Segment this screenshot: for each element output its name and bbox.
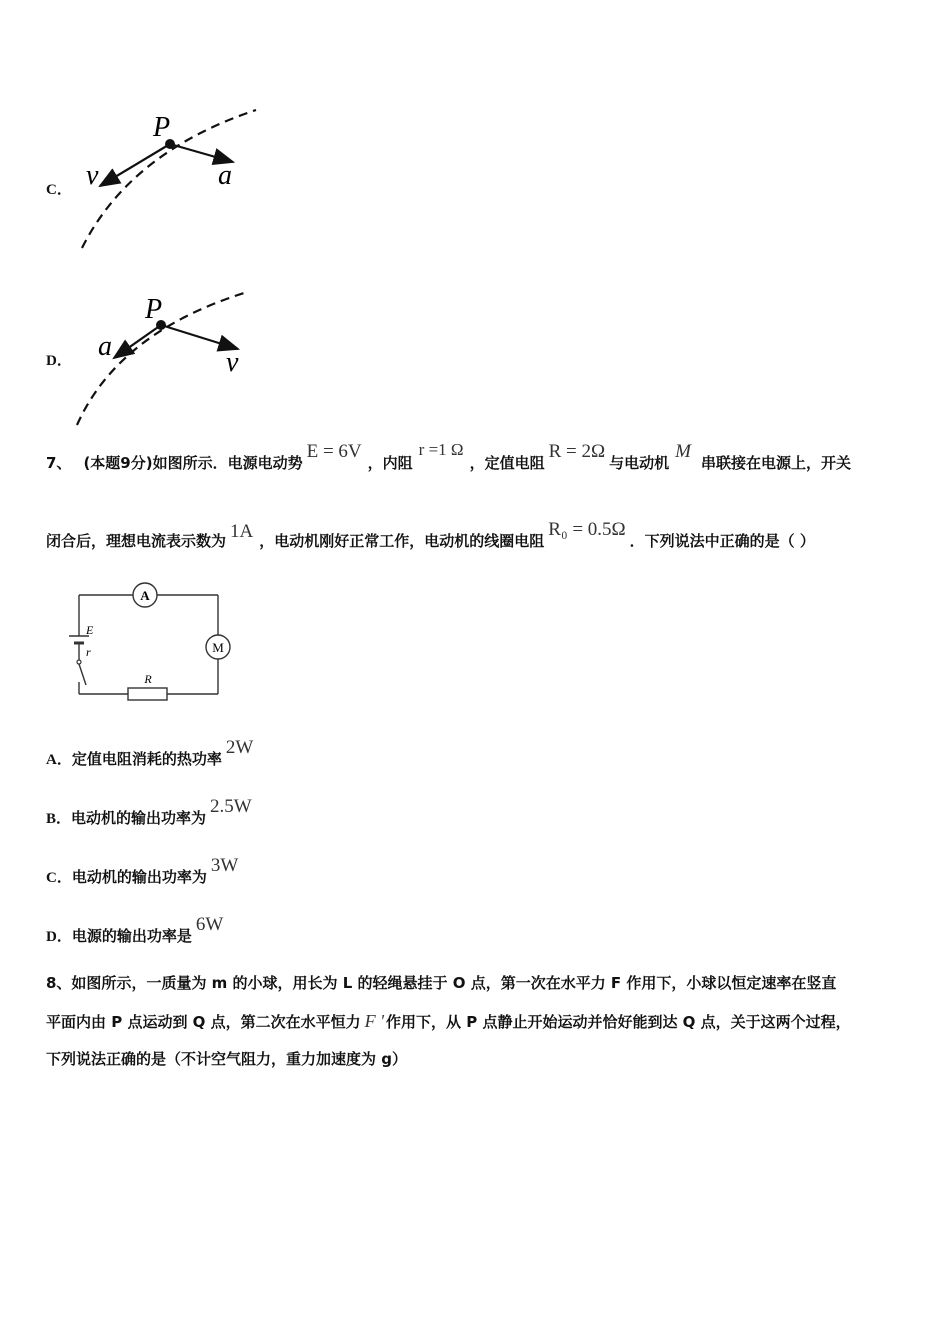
- label-v: v: [86, 160, 99, 191]
- q7-text: 与电动机: [609, 453, 670, 472]
- label-p: P: [153, 112, 171, 143]
- q7-text: ，电动机刚好正常工作，电动机的线圈电阻: [259, 531, 545, 550]
- q8-line3: 下列说法正确的是（不计空气阻力，重力加速度为 g）: [46, 1050, 407, 1068]
- q8-text: 作用下，从 P 点静止开始运动并恰好能到达 Q 点，关于这两个过程，: [386, 1012, 851, 1031]
- svg-text:R: R: [144, 672, 152, 686]
- option-c-text: 电动机的输出功率为: [71, 867, 207, 886]
- math-motor: M: [675, 441, 691, 462]
- q7-text: ，内阻: [367, 453, 413, 472]
- svg-text:A: A: [140, 588, 150, 603]
- q8-text: 平面内由 P 点运动到 Q 点，第二次在水平恒力: [46, 1012, 361, 1031]
- option-c-figure: [70, 100, 270, 260]
- option-c-label: C．: [46, 182, 72, 198]
- q7-text: 闭合后，理想电流表示数为: [46, 531, 227, 550]
- svg-text:r: r: [86, 645, 91, 659]
- label-v: v: [226, 347, 239, 378]
- q8-line1: 8、如图所示，一质量为 m 的小球，用长为 L 的轻绳悬挂于 O 点，第一次在水平力 F 作用下，小球以恒定速率在竖直: [46, 974, 837, 992]
- motor-symbol: [206, 635, 230, 659]
- acceleration-arrow: [114, 325, 161, 358]
- circuit-diagram: [60, 578, 240, 703]
- option-a-text: 定值电阻消耗的热功率: [71, 749, 222, 768]
- ammeter-symbol: [133, 583, 157, 607]
- option-d-label: D．: [46, 928, 72, 945]
- option-c-label: C．: [46, 869, 72, 886]
- q8-line2: [46, 1008, 851, 1034]
- option-c-value: 3W: [210, 855, 239, 876]
- option-a-value: 2W: [225, 737, 254, 758]
- math-coil-resistance: R₀ = 0.5Ω: [548, 519, 626, 540]
- q7-option-d[interactable]: [46, 914, 224, 951]
- q7-stem-line1: [46, 442, 851, 482]
- math-resistor: R = 2Ω: [548, 441, 606, 462]
- option-d-label: D．: [46, 353, 72, 369]
- option-b-text: 电动机的输出功率为: [71, 808, 207, 827]
- option-b-value: 2.5W: [210, 796, 252, 817]
- battery-symbol: [69, 623, 94, 660]
- velocity-arrow: [161, 325, 238, 349]
- math-current: 1A: [230, 521, 254, 542]
- q7-text: 如图所示．电源电动势: [152, 453, 303, 472]
- option-d-value: 6W: [195, 914, 224, 935]
- switch-symbol: [77, 660, 86, 685]
- q7-text: 串联接在电源上，开关: [700, 453, 851, 472]
- svg-text:E: E: [86, 623, 94, 637]
- label-p: P: [145, 294, 163, 325]
- math-force-prime: F ': [364, 1010, 384, 1031]
- q7-text: ，定值电阻: [469, 453, 545, 472]
- q7-option-c[interactable]: [46, 855, 239, 892]
- q7-score: (本题9分): [83, 453, 153, 472]
- label-a: a: [98, 331, 112, 362]
- velocity-arrow: [100, 144, 170, 186]
- option-a-label: A．: [46, 751, 72, 768]
- q7-option-a[interactable]: [46, 737, 254, 774]
- q7-option-b[interactable]: [46, 796, 252, 833]
- q7-text: ．下列说法中正确的是（ ）: [629, 531, 815, 550]
- q7-number: 7、: [46, 453, 72, 472]
- option-d-figure: [70, 285, 270, 430]
- resistor-symbol: [128, 672, 167, 700]
- q7-stem-line2: [46, 518, 815, 562]
- math-emf: E = 6V: [306, 441, 362, 462]
- math-internal-resistance: r =1 Ω: [418, 440, 464, 459]
- option-d-text: 电源的输出功率是: [71, 926, 192, 945]
- option-b-label: B．: [46, 810, 72, 827]
- label-a: a: [218, 160, 232, 191]
- svg-text:M: M: [212, 640, 224, 655]
